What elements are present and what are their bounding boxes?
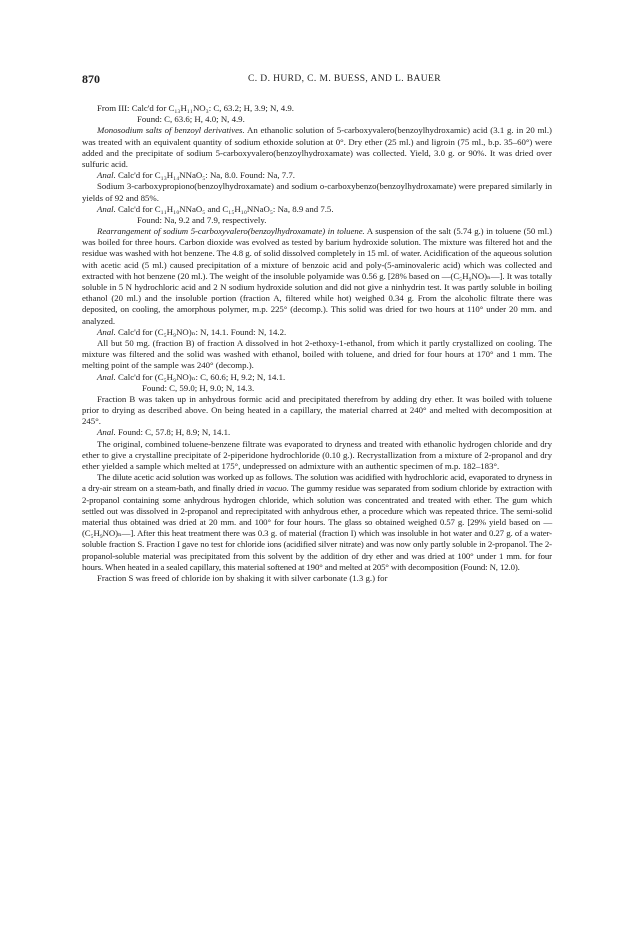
paragraph bbox=[82, 338, 552, 372]
text-segment: . The gummy residue was separated from sodium chloride by extraction with 2-propanol containing some anhydrous hydrogen chloride, which solution was concentrated and treated with ether. The gum which settled out was dissolved in 2-propanol and reprecipitated with anhydrous ether, a procedure which was repeated thrice. The semi-solid material thus obtained was dried at 20 mm. and 100° for four hours. The glass so obtained weighed 0.57 g. [29% yield based on —(C₅H₉NO)ₙ—]. After this heat treatment there was 0.3 g. of material (fraction I) which was insoluble in hot water and 0.27 g. of a water-soluble fraction S. Fraction I gave no test for chloride ions (acidified silver nitrate) and was now only partly soluble in 2-propanol. The 2-propanol-soluble material was precipitated from this solvent by the addition of dry ether and was dried at 100° under 1 mm. for four hours. When heated in a sealed capillary, this material softened at 190° and melted at 205° with decomposition (Found: N, 12.0). bbox=[82, 483, 553, 572]
text-segment: The dilute acetic acid solution was worked up as follows. The solution was acidified with hydrochloric acid, evaporated to dryness in a dry-air stream on a steam-bath, and finally dried bbox=[82, 472, 552, 494]
paragraph bbox=[82, 383, 552, 394]
text-segment: From III: Calc'd for C₁₃H₁₁NO₃: C, 63.2; H, 3.9; N, 4.9. bbox=[97, 103, 294, 113]
page-number: 870 bbox=[82, 72, 100, 86]
italic-text: in vacuo bbox=[257, 483, 287, 494]
italic-text: Anal. bbox=[97, 203, 116, 214]
text-segment: The original, combined toluene-benzene filtrate was evaporated to dryness and treated with ethanolic hydrogen chloride and dry ether to give a crystalline precipitate of 2-piperidone hydrochloride (0.10 g.). Recrystallization from a mixture of 2-propanol and dry ether yielded a sample which melted at 175°, undepressed on admixture with an authentic specimen of m.p. 182–183°. bbox=[82, 438, 552, 471]
text-segment: Fraction S was freed of chloride ion by shaking it with silver carbonate (1.3 g.) for bbox=[97, 572, 388, 583]
paragraph bbox=[82, 427, 552, 438]
italic-text: Anal. bbox=[97, 326, 116, 337]
paragraph bbox=[82, 114, 552, 125]
italic-text: Anal. bbox=[97, 170, 116, 181]
italic-text: Anal. bbox=[97, 427, 116, 438]
paragraph bbox=[82, 226, 552, 327]
paragraph bbox=[82, 372, 552, 383]
text-segment: Calc'd for C₁₁H₁₀NNaO₅ and C₁₅H₁₀NNaO₅: Na, 8.9 and 7.5. bbox=[115, 203, 334, 214]
text-segment: All but 50 mg. (fraction B) of fraction A dissolved in hot 2-ethoxy-1-ethanol, from which it partly crystallized on cooling. The mixture was filtered and the solid was washed with ethanol, boiled with toluene, and dried for four hours at 170° and 1 mm. The melting point of the sample was 240° (decomp.). bbox=[82, 337, 552, 371]
paragraph bbox=[82, 103, 552, 114]
text-segment: Fraction B was taken up in anhydrous formic acid and precipitated therefrom by adding dry ether. It was boiled with toluene prior to drying as described above. On being heated in a capillary, the material charred at 240° and melted with decomposition at 245°. bbox=[82, 393, 552, 427]
text-segment: Found: C, 57.8; H, 8.9; N, 14.1. bbox=[115, 427, 231, 438]
paragraph bbox=[82, 573, 552, 584]
paragraph bbox=[82, 215, 552, 226]
italic-text: Anal. bbox=[97, 371, 116, 382]
paragraph bbox=[82, 170, 552, 181]
italic-text: Monosodium salts of benzoyl derivatives. bbox=[97, 125, 245, 136]
text-segment: An ethanolic solution of 5-carboxyvalero(benzoylhydroxamic) acid (3.1 g. in 20 ml.) was treated with an equivalent quantity of sodium ethoxide solution at 0°. Dry ether (25 ml.) and ligroin (75 ml., b.p. 35–60°) were added and the precipitate of sodium 5-carboxyvalero(benzoylhydroxamate) was collected. Yield, 3.0 g. or 90%. It was dried over sulfuric acid. bbox=[82, 125, 552, 169]
paragraph bbox=[82, 439, 552, 473]
paragraph bbox=[82, 181, 552, 203]
paragraph bbox=[82, 204, 552, 215]
running-head-authors: C. D. HURD, C. M. BUESS, AND L. BAUER bbox=[248, 74, 441, 84]
italic-text: Rearrangement of sodium 5-carboxyvalero(benzoylhydroxamate) in toluene. bbox=[97, 226, 365, 237]
paragraph bbox=[82, 125, 552, 170]
paragraph bbox=[82, 327, 552, 338]
paragraph bbox=[82, 472, 552, 573]
text-segment: Found: C, 59.0; H, 9.0; N, 14.3. bbox=[142, 382, 255, 393]
paragraph bbox=[82, 394, 552, 428]
text-segment: A suspension of the salt (5.74 g.) in toluene (50 ml.) was boiled for three hours. Carbon dioxide was evolved as tested by barium hydroxide solution. The mixture was filtered hot and the residue was washed with hot benzene. The 4.8 g. of solid dissolved completely in 15 ml. of water. Acidification of the aqueous solution with acetic acid (5 ml.) caused precipitation of a mixture of benzoic acid and poly-(5-aminovaleric acid) which was collected and extracted with hot benzene (20 ml.). The weight of the insoluble polyamide was 0.56 g. [28% based on —(C₅H₉NO)ₙ—]. It was totally soluble in 5 N hydrochloric acid and 2 N sodium hydroxide solution and did not give a ninhydrin test. It was partly soluble in boiling ethanol (20 ml.) and the insoluble portion (fraction A, filtered while hot) weighed 0.34 g. From the alcoholic filtrate there was deposited, on cooling, the amorphous polymer, m.p. 225° (decomp.). This solid was dried for two hours at 110° under 20 mm. and analyzed. bbox=[82, 226, 553, 326]
text-segment: Sodium 3-carboxypropiono(benzoylhydroxamate) and sodium o-carboxybenzo(benzoylhydroxamate) were prepared similarly in yields of 92 and 85%. bbox=[82, 181, 552, 203]
text-segment: Calc'd for (C₅H₉NO)ₙ: C, 60.6; H, 9.2; N, 14.1. bbox=[115, 371, 286, 382]
article-body bbox=[82, 103, 552, 584]
text-segment: Found: Na, 9.2 and 7.9, respectively. bbox=[137, 214, 267, 225]
text-segment: Calc'd for (C₅H₉NO)ₙ: N, 14.1. Found: N, 14.2. bbox=[115, 326, 287, 337]
text-segment: Calc'd for C₁₃H₁₄NNaO₅: Na, 8.0. Found: Na, 7.7. bbox=[115, 170, 295, 181]
page-header bbox=[82, 72, 552, 86]
text-segment: Found: C, 63.6; H, 4.0; N, 4.9. bbox=[137, 114, 245, 125]
